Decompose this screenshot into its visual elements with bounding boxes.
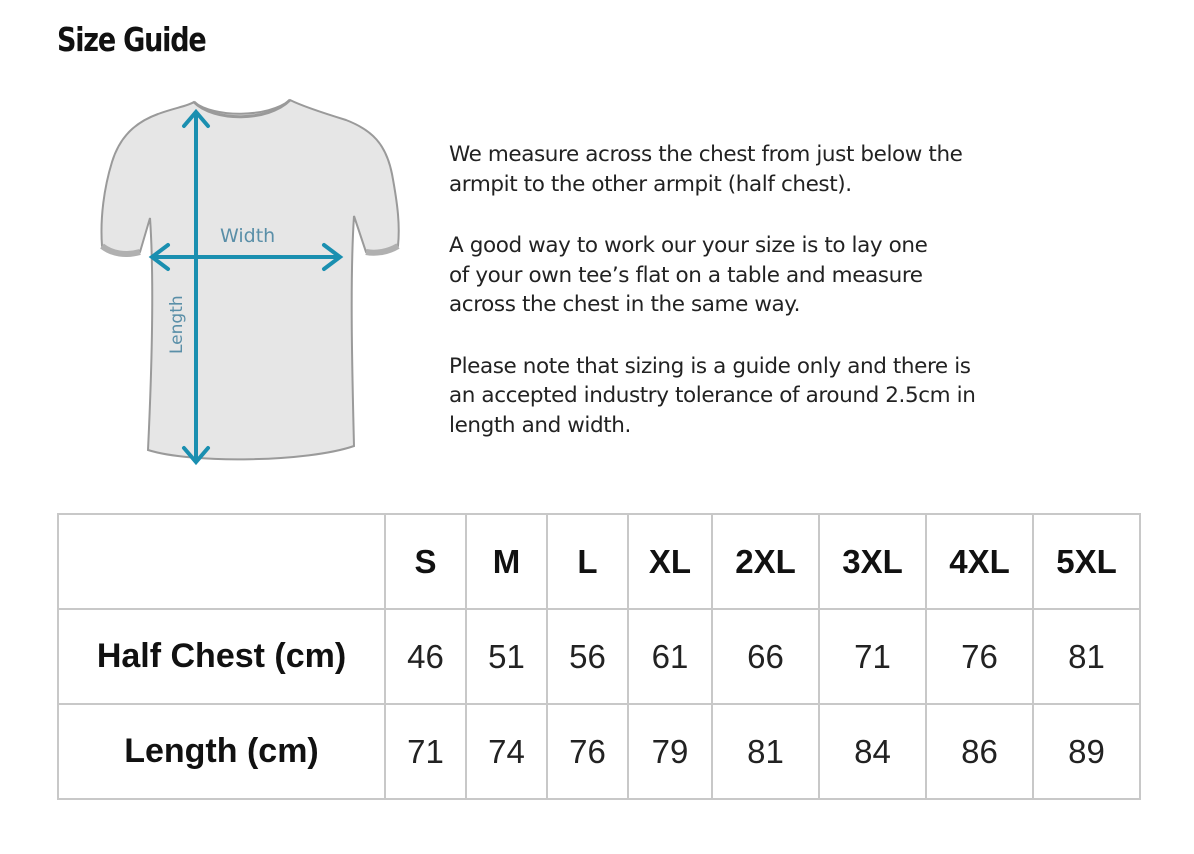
table-cell: 71	[385, 704, 466, 799]
table-cell: 76	[547, 704, 628, 799]
size-header-xl: XL	[628, 514, 712, 609]
info-line: A good way to work our your size is to lay one	[449, 233, 928, 258]
row-label: Half Chest (cm)	[58, 609, 385, 704]
info-line: an accepted industry tolerance of around 2.5cm in	[449, 383, 976, 408]
tshirt-shape	[101, 100, 398, 459]
size-header-m: M	[466, 514, 547, 609]
info-line: We measure across the chest from just below the	[449, 142, 963, 167]
info-line: across the chest in the same way.	[449, 292, 800, 317]
info-line: length and width.	[449, 412, 631, 438]
table-cell: 61	[628, 609, 712, 704]
table-cell: 71	[819, 609, 926, 704]
info-line: Please note that sizing is a guide only and there is	[449, 353, 971, 379]
info-paragraph-3	[449, 352, 1089, 441]
half-chest-row	[58, 609, 1140, 704]
length-label: Length	[167, 295, 187, 354]
table-cell: 74	[466, 704, 547, 799]
info-line: of your own tee’s flat on a table and measure	[449, 262, 923, 288]
size-table	[57, 513, 1141, 800]
size-header-2xl: 2XL	[712, 514, 819, 609]
width-label: Width	[220, 225, 276, 247]
size-header-s: S	[385, 514, 466, 609]
info-paragraph-2	[449, 231, 1089, 320]
measurement-instructions	[449, 140, 1089, 440]
page-title: Size Guide	[57, 20, 206, 59]
empty-corner-cell	[58, 514, 385, 609]
size-header-3xl: 3XL	[819, 514, 926, 609]
table-cell: 46	[385, 609, 466, 704]
size-header-l: L	[547, 514, 628, 609]
table-cell: 79	[628, 704, 712, 799]
info-paragraph-1	[449, 140, 1089, 199]
table-cell: 81	[1033, 609, 1140, 704]
row-label: Length (cm)	[58, 704, 385, 799]
info-line: armpit to the other armpit (half chest).	[449, 171, 852, 197]
size-header-5xl: 5XL	[1033, 514, 1140, 609]
length-row	[58, 704, 1140, 799]
table-cell: 89	[1033, 704, 1140, 799]
table-cell: 66	[712, 609, 819, 704]
tshirt-measurement-diagram	[96, 96, 416, 476]
table-cell: 51	[466, 609, 547, 704]
table-cell: 76	[926, 609, 1033, 704]
size-header-row	[58, 514, 1140, 609]
table-cell: 56	[547, 609, 628, 704]
size-header-4xl: 4XL	[926, 514, 1033, 609]
table-cell: 81	[712, 704, 819, 799]
table-cell: 84	[819, 704, 926, 799]
table-cell: 86	[926, 704, 1033, 799]
